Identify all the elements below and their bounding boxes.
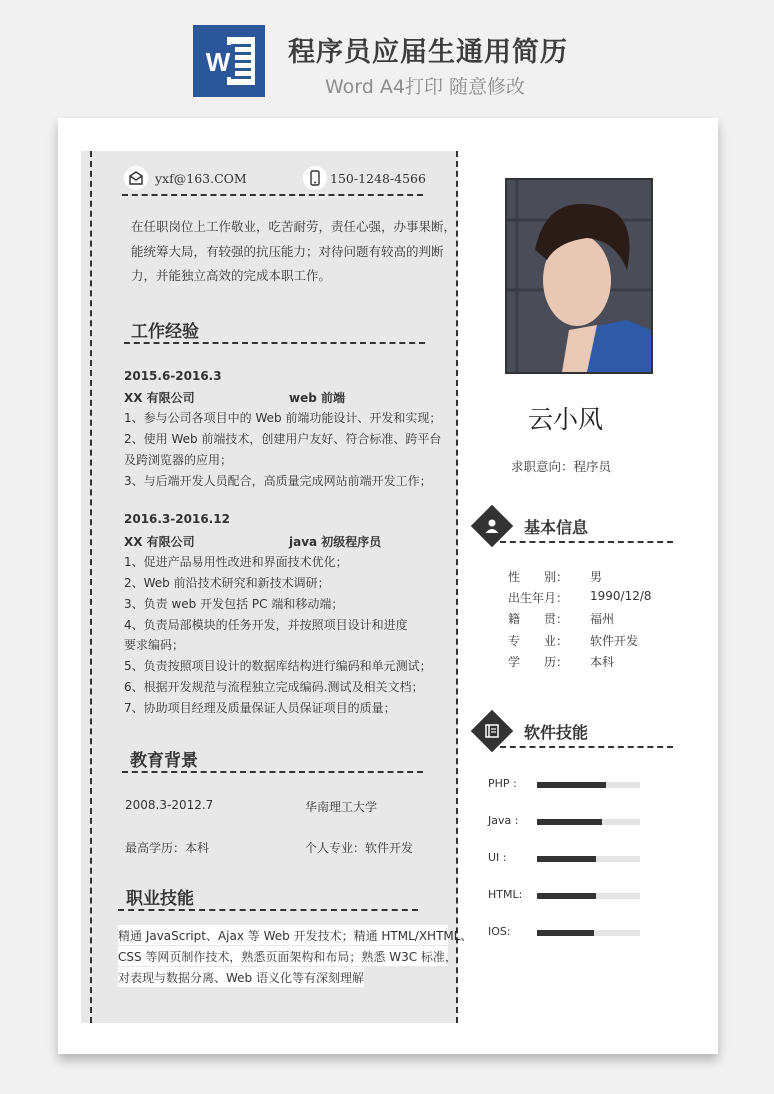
job-duty: 1、促进产品易用性改进和界面技术优化； xyxy=(124,555,348,569)
right-dashed-border xyxy=(456,151,458,1023)
work-section-title: 工作经验 xyxy=(131,322,199,342)
job-company: XX 有限公司 xyxy=(124,535,195,549)
info-value: 本科 xyxy=(590,655,615,669)
education-degree: 最高学历：本科 xyxy=(125,841,210,855)
skill-label: IOS: xyxy=(488,925,511,938)
word-icon xyxy=(193,25,265,97)
job-objective: 求职意向：程序员 xyxy=(511,459,612,474)
profile-photo xyxy=(505,178,653,374)
job-duty: 要求编码； xyxy=(124,638,185,652)
skill-bar-track xyxy=(537,782,640,788)
email-icon xyxy=(124,166,148,190)
skill-label: HTML: xyxy=(488,888,523,901)
skill-bar-track xyxy=(537,893,640,899)
skills-text-line: 精通 JavaScript、Ajax 等 Web 开发技术；精通 HTML/XHTML、 xyxy=(118,929,473,943)
work-divider xyxy=(124,342,425,344)
skill-bar-fill xyxy=(537,893,596,899)
info-label: 学 历： xyxy=(508,655,569,669)
skills-text-line: CSS 等网页制作技术，熟悉页面架构和布局；熟悉 W3C 标准， xyxy=(118,950,457,964)
skill-bar-track xyxy=(537,930,640,936)
job-duty: 2、Web 前沿技术研究和新技术调研； xyxy=(124,576,330,590)
skills-divider xyxy=(118,909,418,911)
skill-bar-fill xyxy=(537,930,594,936)
skill-bar-fill xyxy=(537,856,596,862)
contact-email: yxf@163.COM xyxy=(155,171,247,186)
education-date: 2008.3-2012.7 xyxy=(125,798,214,812)
basic-info-title: 基本信息 xyxy=(524,518,589,537)
word-icon-letter: W xyxy=(205,47,231,77)
job-role: java 初级程序员 xyxy=(289,535,382,549)
education-school: 华南理工大学 xyxy=(305,800,378,814)
skill-bar-fill xyxy=(537,782,606,788)
job-duty: 5、负责按照项目设计的数据库结构进行编码和单元测试； xyxy=(124,659,432,673)
page-subtitle: Word A4打印 随意修改 xyxy=(325,76,526,98)
job-company: XX 有限公司 xyxy=(124,391,195,405)
info-label: 性 别： xyxy=(508,570,569,584)
education-divider xyxy=(122,771,423,773)
contact-phone: 150-1248-4566 xyxy=(330,171,426,186)
job-duty: 4、负责局部模块的任务开发，并按照项目设计和进度 xyxy=(124,618,408,632)
skills-section-title: 职业技能 xyxy=(126,889,194,909)
software-skills-title: 软件技能 xyxy=(524,723,589,742)
job-duty: 3、负责 web 开发包括 PC 端和移动端； xyxy=(124,597,344,611)
education-major: 个人专业：软件开发 xyxy=(305,841,414,855)
job-duty: 7、协助项目经理及质量保证人员保证项目的质量； xyxy=(124,701,396,715)
info-value: 男 xyxy=(590,570,603,584)
software-skills-divider xyxy=(500,746,673,748)
skill-bar-track xyxy=(537,819,640,825)
job-duty: 1、参与公司各项目中的 Web 前端功能设计、开发和实现； xyxy=(124,411,442,425)
intro-line: 在任职岗位上工作敬业，吃苦耐劳，责任心强，办事果断， xyxy=(131,219,457,234)
skill-label: Java : xyxy=(488,814,519,827)
job-role: web 前端 xyxy=(289,391,345,405)
info-label: 专 业： xyxy=(508,634,569,648)
left-dashed-border xyxy=(90,151,92,1023)
skill-label: UI : xyxy=(488,851,507,864)
job-duty: 及跨浏览器的应用； xyxy=(124,453,233,467)
intro-line: 能统筹大局，有较强的抗压能力；对待问题有较高的判断 xyxy=(131,244,444,259)
job-duty: 3、与后端开发人员配合，高质量完成网站前端开发工作； xyxy=(124,474,432,488)
skill-bar-fill xyxy=(537,819,602,825)
skill-bar-track xyxy=(537,856,640,862)
skills-text-line: 对表现与数据分离、Web 语义化等有深刻理解 xyxy=(118,971,364,985)
job-duty: 6、根据开发规范与流程独立完成编码.测试及相关文档； xyxy=(124,680,424,694)
phone-icon xyxy=(303,166,327,190)
intro-line: 力，并能独立高效的完成本职工作。 xyxy=(131,268,332,283)
info-label: 籍 贯： xyxy=(508,612,569,626)
skill-label: PHP : xyxy=(488,777,517,790)
job-date: 2016.3-2016.12 xyxy=(124,512,230,526)
page-title: 程序员应届生通用简历 xyxy=(288,37,568,68)
info-value: 1990/12/8 xyxy=(590,589,652,603)
info-value: 软件开发 xyxy=(590,634,639,648)
profile-name: 云小风 xyxy=(528,405,604,434)
basic-info-divider xyxy=(500,541,673,543)
job-duty: 2、使用 Web 前端技术，创建用户友好、符合标准、跨平台 xyxy=(124,432,442,446)
info-value: 福州 xyxy=(590,612,615,626)
education-section-title: 教育背景 xyxy=(130,751,198,771)
info-label: 出生年月： xyxy=(508,591,569,605)
job-date: 2015.6-2016.3 xyxy=(124,369,222,383)
contact-divider xyxy=(122,194,423,196)
